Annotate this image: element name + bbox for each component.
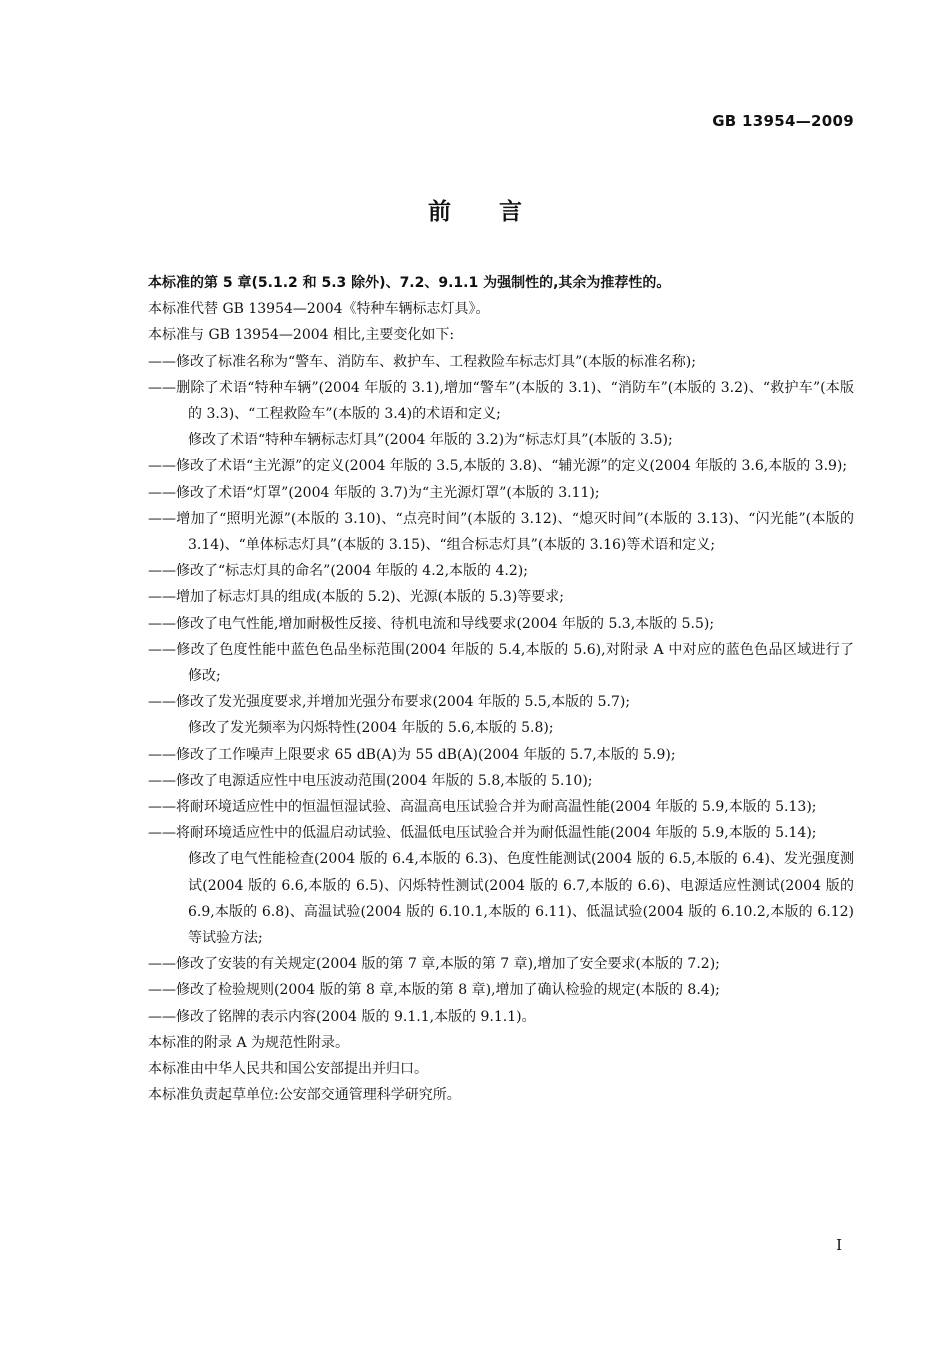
- change-item: ——删除了术语“特种车辆”(2004 年版的 3.1),增加“警车”(本版的 3.1)、“消防车”(本版的 3.2)、“救护车”(本版的 3.3)、“工程救险车”(本版的 3.4)的术语和定义;: [148, 379, 854, 423]
- change-item-sub: 修改了电气性能检查(2004 版的 6.4,本版的 6.3)、色度性能测试(2004 版的 6.5,本版的 6.4)、发光强度测试(2004 版的 6.6,本版的 6.5)、闪烁特性测试(2004 版的 6.7,本版的 6.6)、电源适应性测试(2004 版的 6.9,本版的 6.8)、高温试验(2004 版的 6.10.1,本版的 6.11)、低温试验(2004 版的 6.10.2,本版的 6.12)等试验方法;: [188, 851, 854, 947]
- paragraph-replaces: 本标准代替 GB 13954—2004《特种车辆标志灯具》。: [148, 301, 490, 318]
- change-item: ——修改了电源适应性中电压波动范围(2004 年版的 5.8,本版的 5.10);: [148, 772, 593, 789]
- change-item: ——修改了标准名称为“警车、消防车、救护车、工程救险车标志灯具”(本版的标准名称);: [148, 353, 696, 370]
- change-item: ——修改了术语“主光源”的定义(2004 年版的 3.5,本版的 3.8)、“辅光源”的定义(2004 年版的 3.6,本版的 3.9);: [148, 458, 848, 475]
- paragraph-changes-intro: 本标准与 GB 13954—2004 相比,主要变化如下:: [148, 327, 455, 344]
- paragraph-appendix: 本标准的附录 A 为规范性附录。: [148, 1034, 350, 1051]
- title-char: 前: [428, 199, 451, 225]
- change-item: ——修改了电气性能,增加耐极性反接、待机电流和导线要求(2004 年版的 5.3,本版的 5.5);: [148, 615, 715, 632]
- change-item: ——将耐环境适应性中的恒温恒湿试验、高温高电压试验合并为耐高温性能(2004 年版的 5.9,本版的 5.13);: [148, 799, 817, 816]
- change-item: ——修改了检验规则(2004 版的第 8 章,本版的第 8 章),增加了确认检验的规定(本版的 8.4);: [148, 982, 720, 999]
- standard-code: GB 13954—2009: [712, 112, 854, 130]
- change-item-sub: 修改了发光频率为闪烁特性(2004 年版的 5.6,本版的 5.8);: [188, 720, 554, 737]
- change-item-sub: 修改了术语“特种车辆标志灯具”(2004 年版的 3.2)为“标志灯具”(本版的 3.5);: [188, 432, 673, 449]
- change-item: ——修改了铭牌的表示内容(2004 版的 9.1.1,本版的 9.1.1)。: [148, 1008, 536, 1025]
- title-char: 言: [499, 199, 522, 225]
- paragraph-drafter: 本标准负责起草单位:公安部交通管理科学研究所。: [148, 1087, 461, 1104]
- change-item: ——修改了色度性能中蓝色色品坐标范围(2004 年版的 5.4,本版的 5.6),对附录 A 中对应的蓝色色品区域进行了修改;: [148, 641, 854, 685]
- change-item: ——增加了“照明光源”(本版的 3.10)、“点亮时间”(本版的 3.12)、“熄灭时间”(本版的 3.13)、“闪光能”(本版的 3.14)、“单体标志灯具”(本版的 3.15)、“组合标志灯具”(本版的 3.16)等术语和定义;: [148, 510, 854, 554]
- change-item: ——修改了安装的有关规定(2004 版的第 7 章,本版的第 7 章),增加了安全要求(本版的 7.2);: [148, 956, 720, 973]
- change-item: ——修改了术语“灯罩”(2004 年版的 3.7)为“主光源灯罩”(本版的 3.11);: [148, 484, 600, 501]
- change-item: ——将耐环境适应性中的低温启动试验、低温低电压试验合并为耐低温性能(2004 年版的 5.9,本版的 5.14);: [148, 825, 817, 842]
- change-item: ——增加了标志灯具的组成(本版的 5.2)、光源(本版的 5.3)等要求;: [148, 589, 564, 606]
- change-item: ——修改了“标志灯具的命名”(2004 年版的 4.2,本版的 4.2);: [148, 563, 528, 580]
- preface-body: [148, 270, 854, 1109]
- paragraph-proposer: 本标准由中华人民共和国公安部提出并归口。: [148, 1061, 428, 1078]
- change-item: ——修改了发光强度要求,并增加光强分布要求(2004 年版的 5.5,本版的 5.7);: [148, 694, 631, 711]
- change-item: ——修改了工作噪声上限要求 65 dB(A)为 55 dB(A)(2004 年版的 5.7,本版的 5.9);: [148, 746, 676, 763]
- paragraph-mandatory-clauses: 本标准的第 5 章(5.1.2 和 5.3 除外)、7.2、9.1.1 为强制性的,其余为推荐性的。: [148, 275, 671, 291]
- page-title: [0, 193, 950, 226]
- page-number: I: [836, 1236, 842, 1254]
